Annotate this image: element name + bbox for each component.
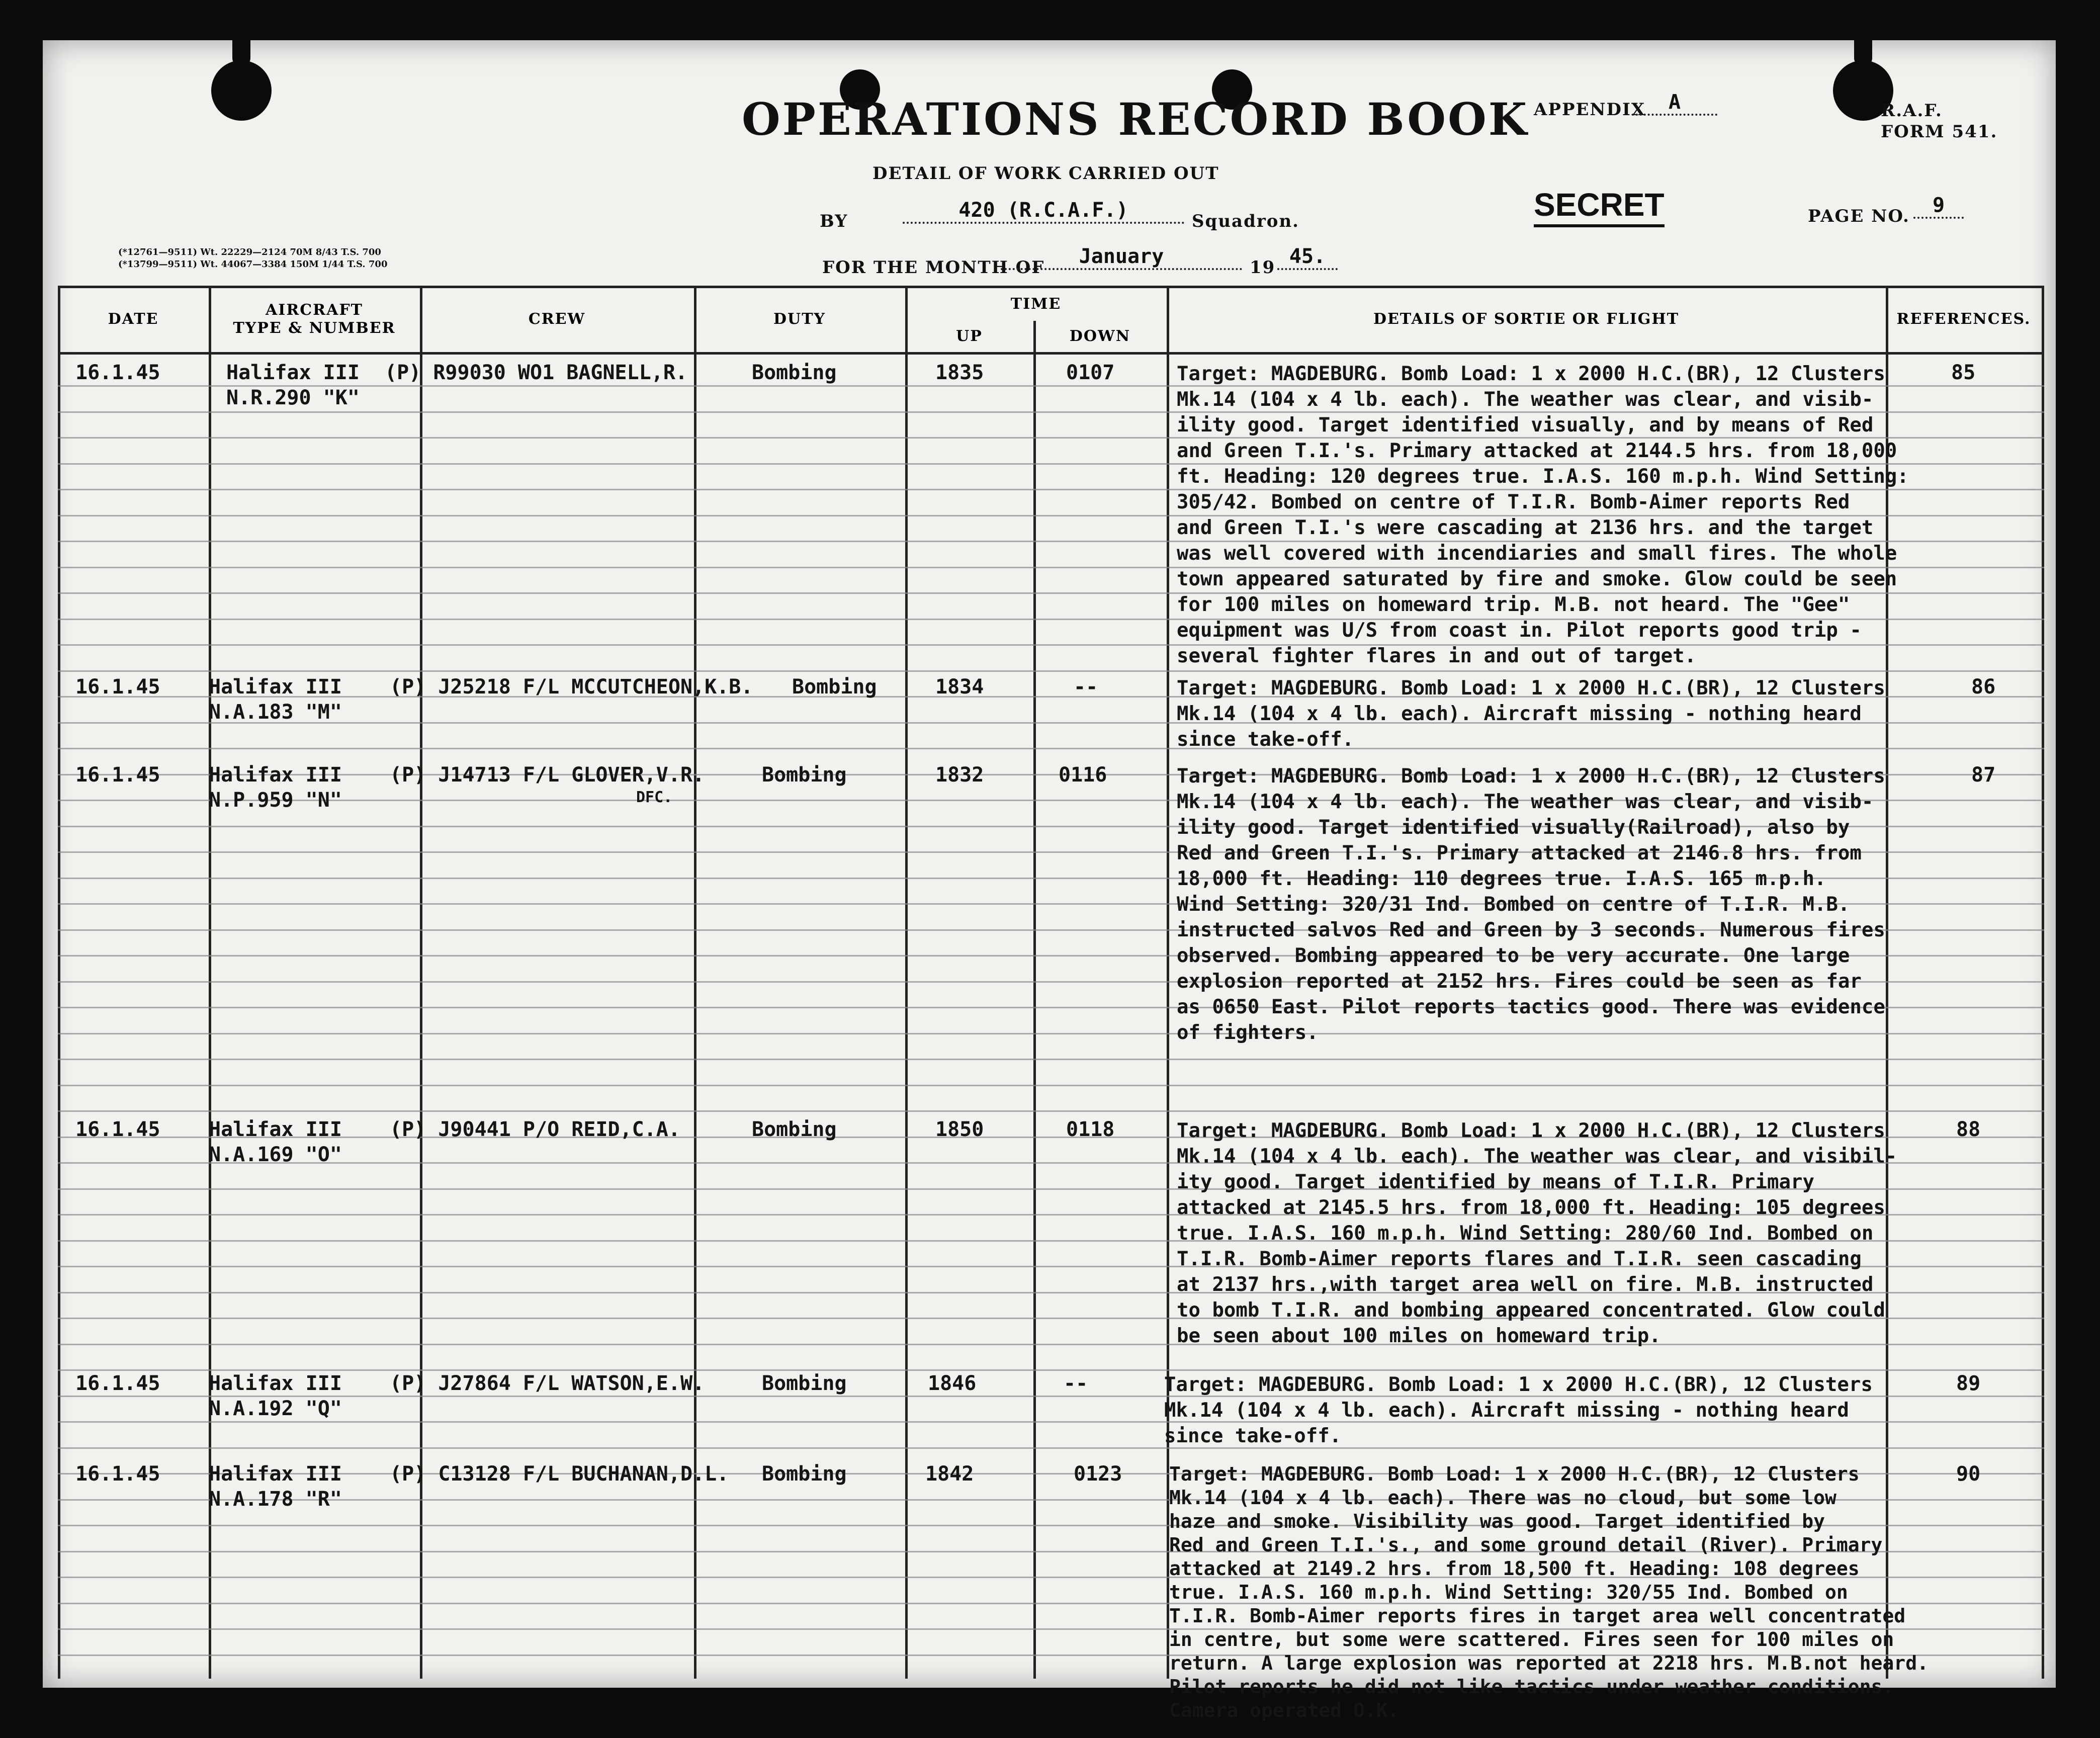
col-time: TIME (1010, 295, 1062, 313)
aircraft-type: Halifax III (209, 1462, 342, 1486)
appendix-value: A (1632, 91, 1717, 116)
aircraft-type: Halifax III (226, 361, 360, 384)
form-line-1: R.A.F. (1881, 101, 1943, 121)
crew: (P) J25218 F/L MCCUTCHEON,K.B. (390, 675, 753, 699)
aircraft-number: N.P.959 "N" (209, 789, 342, 812)
record-page (43, 40, 2056, 1721)
entry-date: 16.1.45 (75, 763, 160, 787)
col-down: DOWN (1069, 327, 1131, 345)
duty: Bombing (762, 763, 847, 787)
aircraft-type: Halifax III (209, 763, 342, 787)
print-code-1: (*12761—9511) Wt. 22229—2124 70M 8/43 T.S. 700 (118, 247, 381, 257)
table-top-rule (58, 286, 2044, 288)
aircraft-number: N.R.290 "K" (226, 386, 360, 409)
reference: 89 (1956, 1372, 1981, 1395)
page-subtitle: DETAIL OF WORK CARRIED OUT (872, 163, 1219, 184)
aircraft-number: N.A.169 "O" (209, 1143, 342, 1166)
sortie-details: Target: MAGDEBURG. Bomb Load: 1 x 2000 H.C.(BR), 12 Clusters Mk.14 (104 x 4 lb. each). The weather was clear, and visib- ility good. Target identified visually, and by means of Red and Green T.I.'s. Primary attacked at 2144.5 hrs. from 18,000 ft. Heading: 120 degrees true. I.A.S. 160 m.p.h. Wind Setting: 305/42. Bombed on centre of T.I.R. Bomb-Aimer reports Red and Green T.I.'s were cascading at 2136 hrs. and the target was well covered with incendiaries and small fires. The whole town appeared saturated by fire and smoke. Glow could be seen for 100 miles on homeward trip. M.B. not heard. The "Gee" equipment was U/S from coast in. Pilot reports good trip - several fighter flares in and out of target. (1177, 363, 1909, 667)
time-down: 0118 (1066, 1118, 1115, 1141)
entry-date: 16.1.45 (75, 1372, 160, 1395)
col-up: UP (956, 327, 983, 345)
time-up: 1846 (928, 1372, 977, 1395)
form-ruled-line (58, 670, 2044, 672)
sortie-table (58, 286, 2044, 1721)
col-duty: DUTY (773, 310, 826, 328)
time-up: 1835 (935, 361, 984, 384)
col-aircraft-1: AIRCRAFT (266, 301, 363, 319)
page-number-label: PAGE NO. (1808, 206, 1910, 226)
time-down: -- (1074, 675, 1098, 699)
time-down: 0107 (1066, 361, 1115, 384)
sortie-details: Target: MAGDEBURG. Bomb Load: 1 x 2000 H.C.(BR), 12 Clusters Mk.14 (104 x 4 lb. each). There was no cloud, but some low haze and smoke. Visibility was good. Target identified by Red and Green T.I.'s., and some ground detail (River). Primary attacked at 2149.2 hrs. from 18,500 ft. Heading: 108 degrees true. I.A.S. 160 m.p.h. Wind Setting: 320/55 Ind. Bombed on T.I.R. Bomb-Aimer reports fires in target area well concentrated in centre, but some were scattered. Fires seen for 100 miles on return. A large explosion was reported at 2218 hrs. M.B.not heard. Pilot reports he did not like tactics under weather conditions. Camera operated O.K. (1169, 1463, 1929, 1721)
aircraft-type: Halifax III (209, 1372, 342, 1395)
entry-date: 16.1.45 (75, 361, 160, 384)
time-up: 1850 (935, 1118, 984, 1141)
appendix-label: APPENDIX (1534, 100, 1646, 120)
duty: Bombing (752, 1118, 837, 1141)
aircraft-type: Halifax III (209, 1118, 342, 1141)
binder-hole-left (211, 60, 272, 121)
sortie-details: Target: MAGDEBURG. Bomb Load: 1 x 2000 H.C.(BR), 12 Clusters Mk.14 (104 x 4 lb. each). Aircraft missing - nothing heard since take-off. (1164, 1373, 1873, 1447)
classification-stamp: SECRET (1534, 186, 1665, 227)
col-references: REFERENCES. (1896, 310, 2031, 328)
squadron-value: 420 (R.C.A.F.) (903, 199, 1184, 224)
aircraft-number: N.A.183 "M" (209, 701, 342, 724)
reference: 87 (1971, 763, 1996, 787)
aircraft-type: Halifax III (209, 675, 342, 699)
duty: Bombing (762, 1372, 847, 1395)
crew: (P) C13128 F/L BUCHANAN,D.L. (390, 1462, 729, 1486)
crew: (P) R99030 WO1 BAGNELL,R. (385, 361, 688, 384)
year-value: 45. (1277, 245, 1338, 270)
aircraft-number: N.A.192 "Q" (209, 1397, 342, 1420)
col-crew: CREW (528, 310, 586, 328)
reference: 86 (1971, 675, 1996, 699)
form-ruled-line (58, 1110, 2044, 1112)
by-label: BY (820, 211, 848, 231)
header-bottom-rule (58, 352, 2044, 355)
form-ruled-line (58, 1085, 2044, 1086)
crew: (P) J27864 F/L WATSON,E.W. (390, 1372, 705, 1395)
col-date: DATE (108, 310, 159, 328)
binder-hole-stem-right (1854, 10, 1872, 65)
reference: 90 (1956, 1462, 1981, 1486)
binder-hole-stem-left (232, 10, 250, 65)
reference: 85 (1951, 361, 1976, 384)
entry-date: 16.1.45 (75, 1118, 160, 1141)
crew-decoration: DFC. (636, 789, 673, 806)
squadron-label: Squadron. (1192, 211, 1299, 231)
form-ruled-line (58, 1059, 2044, 1060)
sortie-details: Target: MAGDEBURG. Bomb Load: 1 x 2000 H.C.(BR), 12 Clusters Mk.14 (104 x 4 lb. each). The weather was clear, and visibil- ity good. Target identified by means of T.I.R. Primary attacked at 2145.5 hrs. from 18,000 ft. Heading: 105 degrees true. I.A.S. 160 m.p.h. Wind Setting: 280/60 Ind. Bombed on T.I.R. Bomb-Aimer reports flares and T.I.R. seen cascading at 2137 hrs.,with target area well on fire. M.B. instructed to bomb T.I.R. and bombing appeared concentrated. Glow could be seen about 100 miles on homeward trip. (1177, 1119, 1897, 1347)
sortie-details: Target: MAGDEBURG. Bomb Load: 1 x 2000 H.C.(BR), 12 Clusters Mk.14 (104 x 4 lb. each). Aircraft missing - nothing heard since take-off. (1177, 677, 1885, 751)
sortie-details: Target: MAGDEBURG. Bomb Load: 1 x 2000 H.C.(BR), 12 Clusters Mk.14 (104 x 4 lb. each). The weather was clear, and visib- ility good. Target identified visually(Railroad), also by Red and Green T.I.'s. Primary attacked at 2146.8 hrs. from 18,000 ft. Heading: 110 degrees true. I.A.S. 165 m.p.h. Wind Setting: 320/31 Ind. Bombed on centre of T.I.R. M.B. instructed salvos Red and Green by 3 seconds. Numerous fires observed. Bombing appeared to be very accurate. One large explosion reported at 2152 hrs. Fires could be seen as far as 0650 East. Pilot reports tactics good. There was evidence of fighters. (1177, 765, 1885, 1044)
duty: Bombing (762, 1462, 847, 1486)
time-down: 0116 (1059, 763, 1107, 787)
entry-date: 16.1.45 (75, 1462, 160, 1486)
col-aircraft-2: TYPE & NUMBER (233, 319, 396, 337)
month-value: January (1001, 245, 1242, 270)
col-rule-6 (1033, 321, 1036, 1679)
col-details: DETAILS OF SORTIE OR FLIGHT (1373, 310, 1680, 328)
aircraft-number: N.A.178 "R" (209, 1488, 342, 1511)
crew: (P) J14713 F/L GLOVER,V.R. (390, 763, 705, 787)
page-title: OPERATIONS RECORD BOOK (742, 93, 1529, 145)
duty: Bombing (792, 675, 877, 699)
form-ruled-line (58, 1369, 2044, 1371)
crew: (P) J90441 P/O REID,C.A. (390, 1118, 680, 1141)
time-down: -- (1064, 1372, 1088, 1395)
reference: 88 (1956, 1118, 1981, 1141)
time-up: 1834 (935, 675, 984, 699)
month-label: FOR THE MONTH OF (822, 257, 1045, 278)
duty: Bombing (752, 361, 837, 384)
time-up: 1842 (925, 1462, 974, 1486)
page-number-value: 9 (1913, 194, 1964, 219)
entry-date: 16.1.45 (75, 675, 160, 699)
time-down: 0123 (1074, 1462, 1122, 1486)
form-line-2: FORM 541. (1881, 122, 1998, 142)
print-code-2: (*13799—9511) Wt. 44067—3384 150M 1/44 T.S. 700 (118, 259, 388, 270)
year-prefix: 19 (1250, 257, 1276, 278)
time-up: 1832 (935, 763, 984, 787)
